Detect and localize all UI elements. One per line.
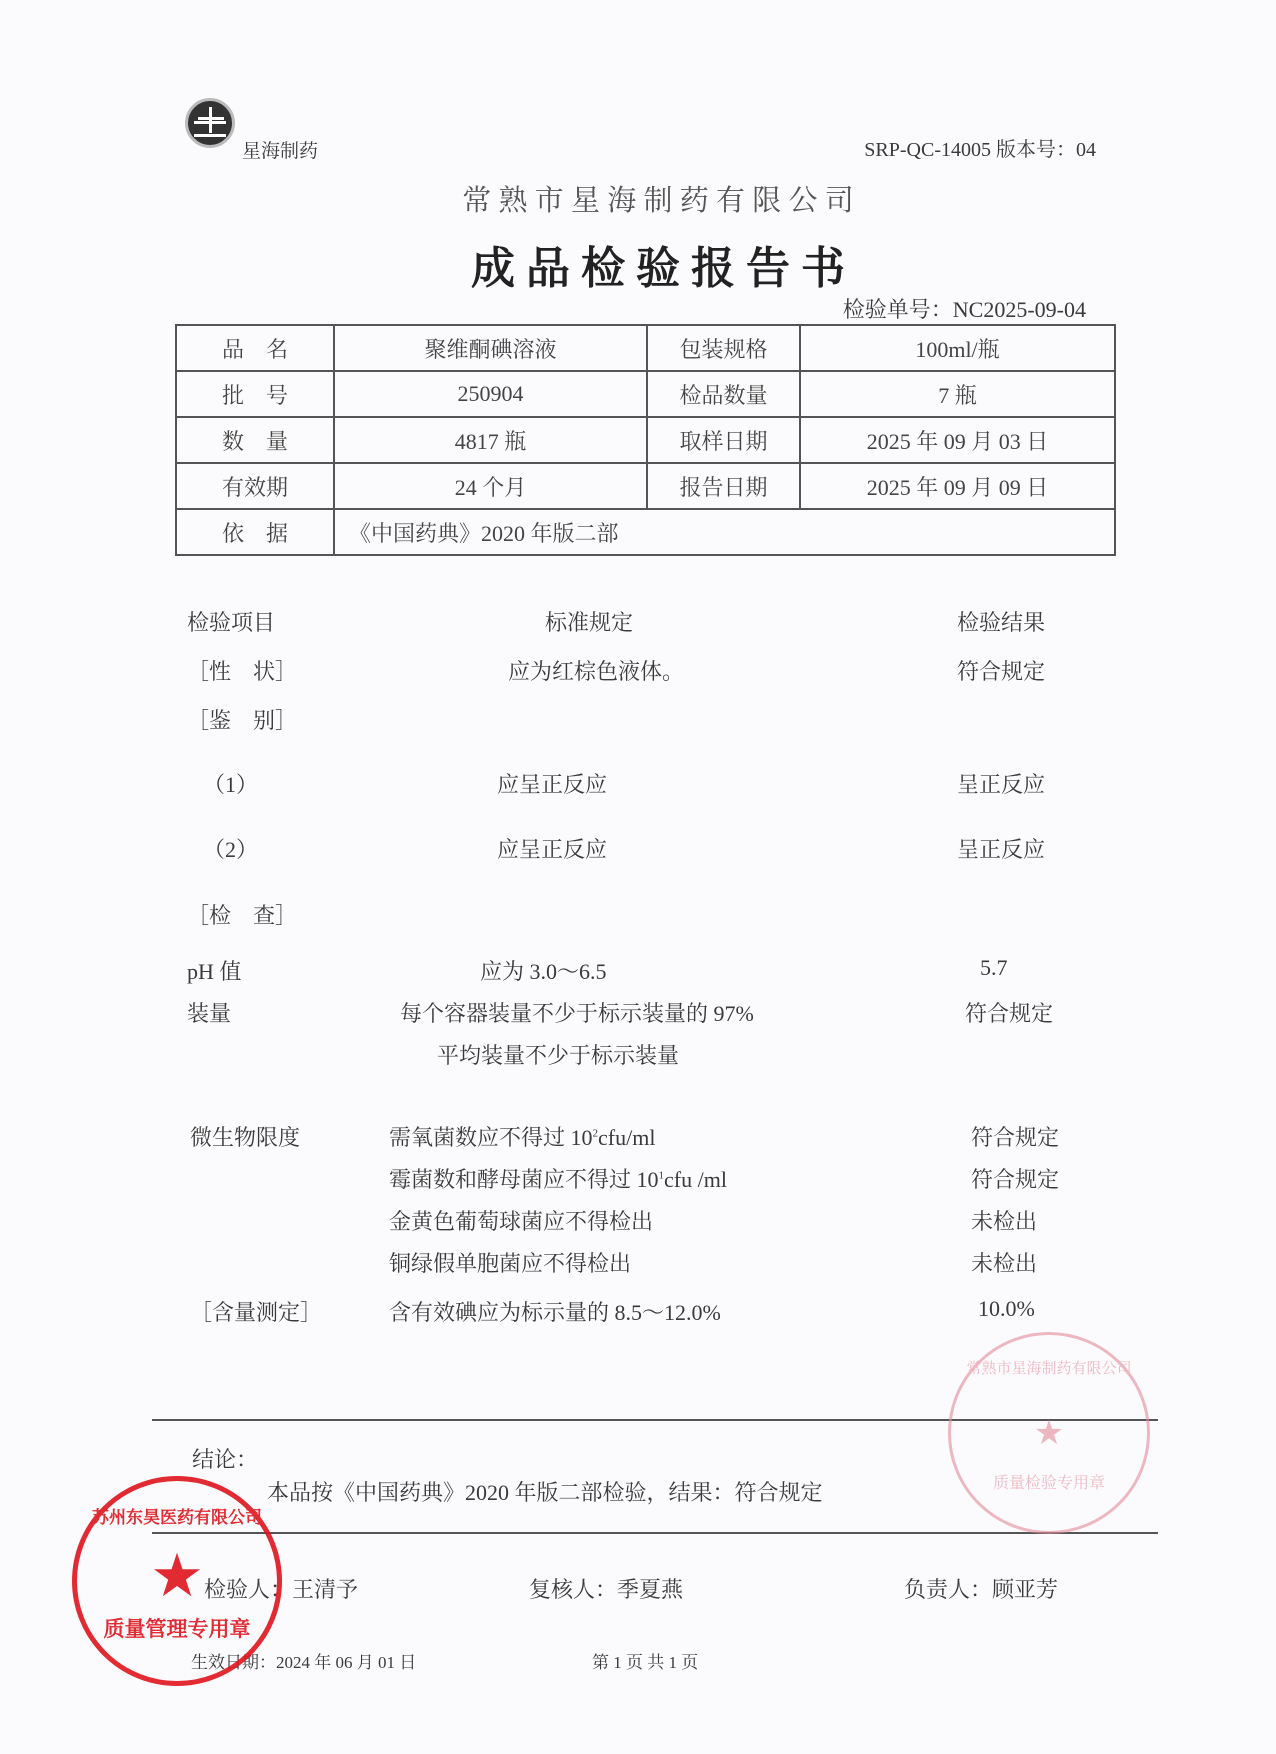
- micro-result: 未检出: [971, 1251, 1038, 1276]
- info-cell-v2: 7 瓶: [800, 371, 1115, 417]
- report-number: 检验单号：NC2025-09-04: [842, 297, 1086, 322]
- micro-result: 未检出: [971, 1209, 1038, 1234]
- ident-2-result: 呈正反应: [957, 837, 1046, 862]
- fill-std-2: 平均装量不少于标示装量: [437, 1043, 680, 1068]
- appearance-result: 符合规定: [957, 659, 1046, 684]
- company-logo-icon: [185, 98, 235, 148]
- quality-seal-stamp: [72, 1476, 282, 1686]
- micro-std-post: cfu/ml: [598, 1125, 656, 1150]
- info-cell-v1: 24 个月: [334, 463, 647, 509]
- micro-std: [389, 1121, 655, 1152]
- micro-std-sup: 2: [592, 1127, 599, 1140]
- info-cell-v2: 100ml/瓶: [800, 325, 1115, 371]
- page-number: 第 1 页 共 1 页: [592, 1653, 699, 1672]
- identification-item: ［鉴 别］: [187, 708, 298, 733]
- ph-std: 应为 3.0～6.5: [480, 959, 607, 984]
- appearance-std: 应为红棕色液体。: [508, 659, 685, 684]
- basis-row: [176, 509, 1115, 555]
- conclusion-label: 结论：: [192, 1447, 259, 1472]
- micro-result: 符合规定: [971, 1167, 1060, 1192]
- info-cell-v1: 4817 瓶: [334, 417, 647, 463]
- micro-item: 微生物限度: [190, 1125, 301, 1150]
- basis-value: 《中国药典》2020 年版二部: [334, 509, 1115, 555]
- fill-result: 符合规定: [965, 1001, 1054, 1026]
- page-title: 成 品 检 验 报 告 书: [471, 244, 845, 293]
- info-cell-l2: 报告日期: [647, 463, 800, 509]
- col-result-header: 检验结果: [957, 610, 1046, 635]
- assay-item: ［含量测定］: [190, 1300, 323, 1325]
- micro-std-sup: 1: [658, 1169, 665, 1182]
- basis-label: 依 据: [176, 509, 334, 555]
- assay-result: 10.0%: [978, 1296, 1035, 1321]
- ident-1-result: 呈正反应: [957, 772, 1046, 797]
- seal-top-text: 苏州东昊医药有限公司: [92, 1508, 262, 1527]
- micro-std: [389, 1163, 727, 1194]
- info-cell-v1: 聚维酮碘溶液: [334, 325, 647, 371]
- appearance-item: ［性 状］: [187, 659, 298, 684]
- fill-item: 装量: [187, 1001, 232, 1026]
- info-cell-v2: 2025 年 09 月 03 日: [800, 417, 1115, 463]
- company-name: 常 熟 市 星 海 制 药 有 限 公 司: [462, 185, 854, 217]
- ident-1-std: 应呈正反应: [497, 772, 608, 797]
- micro-std: [389, 1205, 653, 1236]
- seal-top-text: 常熟市星海制药有限公司: [966, 1361, 1132, 1377]
- star-icon: ★: [1033, 1415, 1065, 1452]
- info-cell-l2: 包装规格: [647, 325, 800, 371]
- info-row: [176, 417, 1115, 463]
- logo-text: 星海制药: [242, 141, 319, 162]
- info-cell-l1: 有效期: [176, 463, 334, 509]
- micro-std-pre: 需氧菌数应不得过 10: [389, 1125, 593, 1150]
- micro-std-pre: 铜绿假单胞菌应不得检出: [389, 1251, 632, 1276]
- info-cell-l1: 数 量: [176, 417, 334, 463]
- ident-1-item: （1）: [203, 772, 259, 797]
- product-info-table: [175, 324, 1116, 556]
- inspector-signature: 检验人：王清予: [204, 1577, 359, 1602]
- divider: [152, 1532, 1158, 1534]
- ident-2-item: （2）: [203, 837, 259, 862]
- info-cell-l2: 检品数量: [647, 371, 800, 417]
- conclusion-text: 本品按《中国药典》2020 年版二部检验，结果：符合规定: [267, 1480, 823, 1505]
- fill-std-1: 每个容器装量不少于标示装量的 97%: [400, 1001, 754, 1026]
- micro-std-pre: 金黄色葡萄球菌应不得检出: [389, 1209, 654, 1234]
- info-cell-v1: 250904: [334, 371, 647, 417]
- info-row: [176, 325, 1115, 371]
- company-seal-stamp: [948, 1332, 1150, 1534]
- reviewer-signature: 复核人：季夏燕: [529, 1577, 684, 1602]
- seal-bottom-text: 质量管理专用章: [103, 1617, 251, 1641]
- micro-std-post: cfu /ml: [664, 1167, 727, 1192]
- seal-bottom-text: 质量检验专用章: [992, 1475, 1105, 1492]
- info-cell-l1: 批 号: [176, 371, 334, 417]
- micro-std-pre: 霉菌数和酵母菌应不得过 10: [389, 1167, 659, 1192]
- col-std-header: 标准规定: [545, 610, 634, 635]
- ph-result: 5.7: [980, 955, 1008, 980]
- info-row: [176, 463, 1115, 509]
- col-item-header: 检验项目: [187, 610, 276, 635]
- micro-std: [389, 1247, 631, 1278]
- doc-code: SRP-QC-14005 版本号：04: [864, 139, 1096, 161]
- assay-std: 含有效碘应为标示量的 8.5～12.0%: [389, 1300, 721, 1325]
- info-row: [176, 371, 1115, 417]
- info-cell-l2: 取样日期: [647, 417, 800, 463]
- info-cell-v2: 2025 年 09 月 09 日: [800, 463, 1115, 509]
- effective-date: 生效日期：2024 年 06 月 01 日: [191, 1653, 417, 1672]
- star-icon: ★: [150, 1543, 204, 1609]
- inspection-item: ［检 查］: [187, 903, 298, 928]
- ph-item: pH 值: [187, 959, 242, 984]
- micro-result: 符合规定: [971, 1125, 1060, 1150]
- ident-2-std: 应呈正反应: [497, 837, 608, 862]
- info-cell-l1: 品 名: [176, 325, 334, 371]
- manager-signature: 负责人：顾亚芳: [904, 1577, 1059, 1602]
